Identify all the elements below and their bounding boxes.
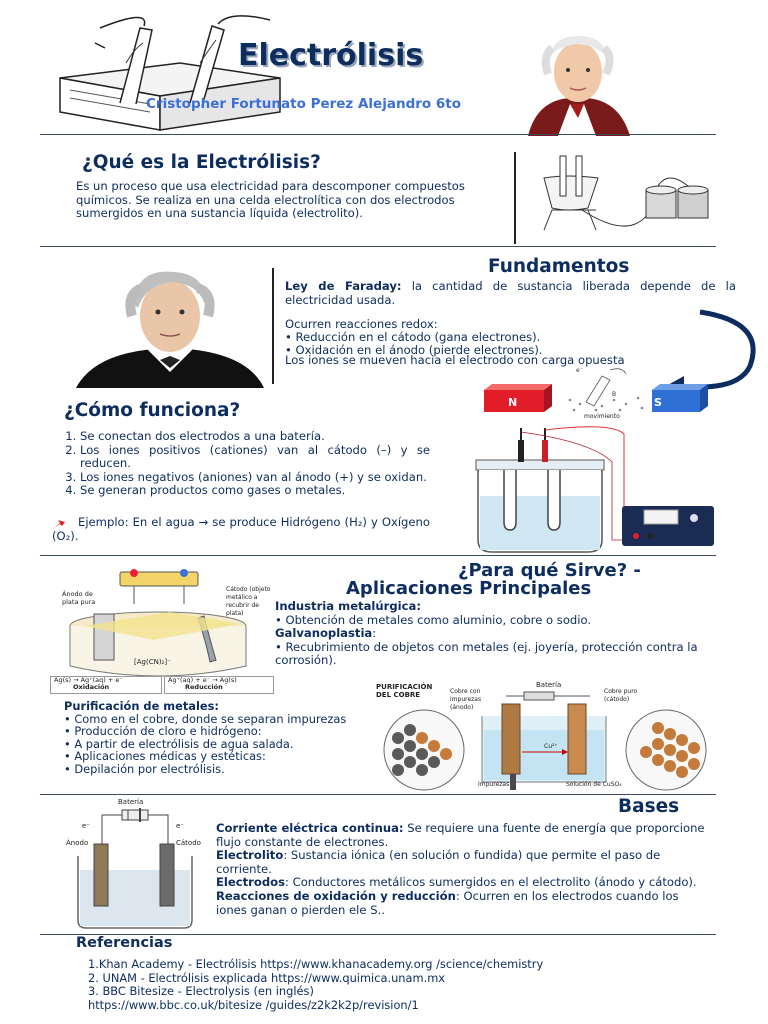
galvano-label: Galvanoplastia <box>275 626 373 641</box>
faraday-law-label: Ley de Faraday: <box>285 279 402 293</box>
bases-list <box>216 822 712 917</box>
bases-anode-label: Ánodo <box>66 839 89 847</box>
step-item: 2. Los iones positivos (cationes) van al cátodo (–) y se reducen. <box>80 444 430 471</box>
magnet-s-label: S <box>654 396 662 409</box>
section-heading-referencias: Referencias <box>76 935 173 951</box>
copper-ion-label: Cu²⁺ <box>544 743 558 750</box>
bases-item-label: Corriente eléctrica continua: <box>216 821 404 835</box>
bases-electron-left: e⁻ <box>82 822 91 830</box>
redox-item: • Reducción en el cátodo (gana electrones). <box>285 330 541 344</box>
faraday-law-text: la cantidad de sustancia liberada depende de la electricidad usada. <box>285 279 737 307</box>
bases-item-text: : Sustancia iónica (en solución o fundida) que permite el paso de corriente. <box>216 848 661 876</box>
bases-item-text: Se requiere una fuente de energía que proporcione flujo constante de electrones. <box>216 821 705 849</box>
copper-impurities-label: Impurezas <box>478 781 510 788</box>
divider <box>40 134 716 135</box>
reduction-equation: Ag⁺(aq) + e⁻ → Ag(s) <box>168 676 237 684</box>
electrolysis-cell-diagram <box>462 422 732 554</box>
oxidation-equation: Ag(s) → Ag⁺(aq) + e⁻ <box>54 676 123 684</box>
electrolysis-lab-equipment-image <box>538 150 716 234</box>
reference-item: https://www.bbc.co.uk/bitesize /guides/z2k2k2p/revision/1 <box>88 998 419 1012</box>
section-heading-fundamentos: Fundamentos <box>488 256 630 277</box>
reduction-name: Reducción <box>185 683 223 691</box>
que-es-text: Es un proceso que usa electricidad para descomponer compuestos químicos. Se realiza en una celda electrolítica con dos electrodos sumergidos en una sustancia líquida (electrolito). <box>76 179 465 221</box>
vertical-divider <box>514 152 516 244</box>
oxidation-name: Oxidación <box>73 683 110 691</box>
author-name: Cristopher Fortunato Perez Alejandro 6to <box>146 96 461 112</box>
purif-item: • A partir de electrólisis de agua salada. <box>64 736 294 751</box>
industria-text: • Obtención de metales como aluminio, cobre o sodio. <box>275 612 592 627</box>
copper-battery-label: Batería <box>536 681 562 689</box>
applications-list: Industria metalúrgica: • Obtención de metales como aluminio, cobre o sodio. Galvanoplastia: • Recubrimiento de objetos con metales (ej. joyería, protección contra la corrosión). <box>275 600 715 668</box>
vertical-divider <box>272 268 274 384</box>
step-item: 3. Los iones negativos (aniones) van al ánodo (+) y se oxidan. <box>80 471 430 485</box>
copper-solution-label: Solución de CuSO₄ <box>566 781 622 788</box>
silver-cathode-label: Cátodo (objeto metálico a recubrir de plata) <box>226 586 271 617</box>
section-heading-como: ¿Cómo funciona? <box>64 400 241 421</box>
copper-impure-label: Cobre con impurezas (ánodo) <box>450 688 482 711</box>
svg-text:B: B <box>612 391 617 398</box>
step-item: 1. Se conectan dos electrodos a una batería. <box>80 430 430 444</box>
divider <box>40 794 716 795</box>
bases-item-text: : Ocurren en los electrodos cuando los iones ganan o pierden ele S.. <box>216 888 679 917</box>
step-item: 4. Se generan productos como gases o metales. <box>80 484 430 498</box>
ions-text: Los iones se mueven hacia el electrodo con carga opuesta <box>285 353 625 367</box>
faraday-portrait <box>76 264 264 388</box>
bases-item <box>216 849 712 876</box>
bases-item <box>216 876 712 890</box>
bases-battery-label: Batería <box>118 798 144 806</box>
purification-list <box>64 700 384 776</box>
industria-label: Industria metalúrgica: <box>275 599 421 613</box>
purif-item: • Como en el cobre, donde se separan impurezas <box>64 711 347 726</box>
purif-item: • Aplicaciones médicas y estéticas: <box>64 749 266 764</box>
section-heading-bases: Bases <box>618 796 680 817</box>
bases-item-text: : Conductores metálicos sumergidos en el electrolito (ánodo y cátodo). <box>285 875 697 890</box>
pin-icon <box>52 518 68 530</box>
reduction-box <box>164 676 274 694</box>
steps-list <box>52 430 430 498</box>
bases-item <box>216 890 712 917</box>
svg-text:e⁻: e⁻ <box>576 367 583 374</box>
silver-solution-label: [Ag(CN)₂]⁻ <box>134 658 171 666</box>
references-list <box>88 958 728 999</box>
section-heading-para-que-1: ¿Para qué Sirve? - <box>458 560 641 581</box>
bases-item-label: Reacciones de oxidación y reducción <box>216 888 456 903</box>
bases-item <box>216 822 712 849</box>
purif-label: Purificación de metales: <box>64 699 219 713</box>
redox-item: • Oxidación en el ánodo (pierde electrones). <box>285 343 543 357</box>
section-heading-para-que-2: Aplicaciones Principales <box>346 578 592 599</box>
oxidation-box <box>50 676 162 694</box>
reference-item: 2. UNAM - Electrólisis explicada https://www.quimica.unam.mx <box>88 970 446 985</box>
basic-electrolysis-diagram <box>60 800 210 932</box>
divider <box>40 555 716 556</box>
copper-title: PURIFICACIÓN DEL COBRE <box>376 683 433 699</box>
example-text: Ejemplo: En el agua → se produce Hidrógeno (H₂) y Oxígeno (O₂). <box>52 515 430 543</box>
bases-item-label: Electrolito <box>216 848 284 863</box>
reference-item: 1.Khan Academy - Electrólisis https://www.khanacademy.org /science/chemistry <box>88 957 544 971</box>
galvano-text: • Recubrimiento de objetos con metales (ej. joyería, protección contra la corrosión). <box>275 639 698 668</box>
copper-pure-label: Cobre puro (cátodo) <box>604 688 638 703</box>
bases-electron-right: e⁻ <box>176 822 185 830</box>
silver-anode-label: Ánodo de plata pura <box>62 590 96 606</box>
purif-item: • Depilación por electrólisis. <box>64 761 225 776</box>
section-heading-que-es: ¿Qué es la Electrólisis? <box>82 152 321 173</box>
bases-item-label: Electrodos <box>216 875 286 890</box>
bases-cathode-label: Cátodo <box>176 839 201 847</box>
purif-item: • Producción de cloro e hidrógeno: <box>64 724 262 739</box>
redox-intro: Ocurren reacciones redox: <box>285 317 438 331</box>
page-title: Electrólisis <box>238 38 424 73</box>
scientist-portrait-top <box>518 26 638 136</box>
magnet-n-label: N <box>508 396 518 409</box>
divider <box>40 246 716 247</box>
reference-item: 3. BBC Bitesize - Electrolysis (en inglés) <box>88 984 314 999</box>
movement-label: movimiento <box>584 413 620 420</box>
